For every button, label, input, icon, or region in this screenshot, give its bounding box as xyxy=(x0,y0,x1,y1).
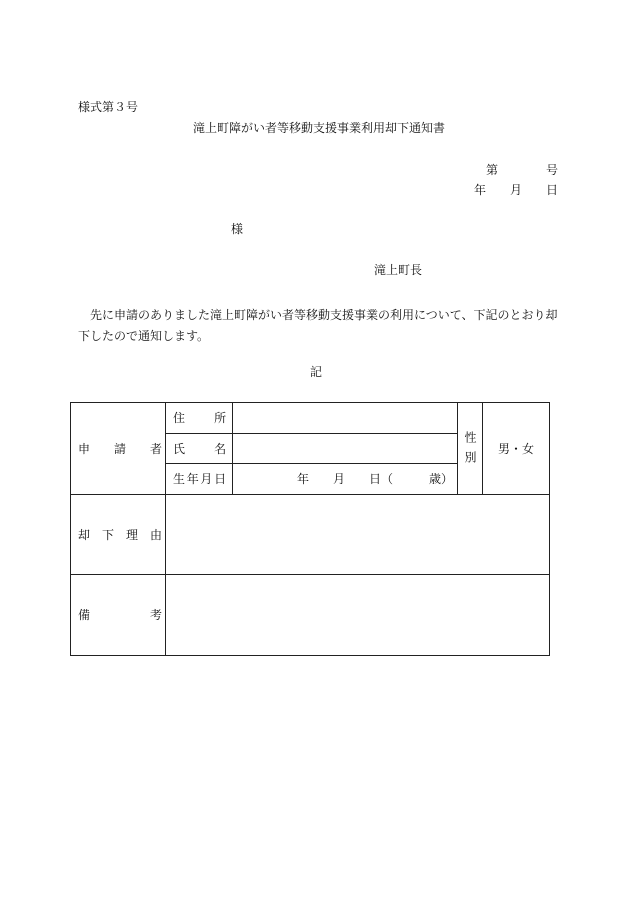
sex-label: 性別 xyxy=(463,430,477,471)
applicant-label: 申 請 者 xyxy=(71,403,166,495)
address-label: 住 所 xyxy=(166,403,233,434)
sex-value: 男・女 xyxy=(483,403,550,495)
form-number: 様式第３号 xyxy=(78,100,139,114)
notice-body xyxy=(78,305,562,347)
rejection-reason-label: 却 下 理 由 xyxy=(71,495,166,575)
name-label: 氏 名 xyxy=(166,434,233,464)
table-row xyxy=(71,403,550,434)
notice-body-line: 下したので通知します。 xyxy=(78,329,210,343)
document-title: 滝上町障がい者等移動支援事業利用却下通知書 xyxy=(193,121,446,135)
table-row xyxy=(71,575,550,656)
rejection-reason-value xyxy=(166,495,550,575)
notice-body-line: 先に申請のありました滝上町障がい者等移動支援事業の利用について、下記のとおり却 xyxy=(78,308,558,322)
table-row xyxy=(71,495,550,575)
issue-date: 年 月 日 xyxy=(474,183,559,197)
remarks-label: 備 考 xyxy=(71,575,166,656)
notice-table xyxy=(70,402,550,656)
addressee-suffix: 様 xyxy=(231,222,244,236)
birthdate-value: 年 月 日（ 歳） xyxy=(233,464,458,495)
sex-label-cell xyxy=(458,403,483,495)
remarks-value xyxy=(166,575,550,656)
sender-name: 滝上町長 xyxy=(374,263,423,277)
address-value xyxy=(233,403,458,434)
document-number: 第 号 xyxy=(486,163,559,177)
name-value xyxy=(233,434,458,464)
birthdate-label: 生年月日 xyxy=(166,464,233,495)
ki-heading: 記 xyxy=(310,365,323,379)
